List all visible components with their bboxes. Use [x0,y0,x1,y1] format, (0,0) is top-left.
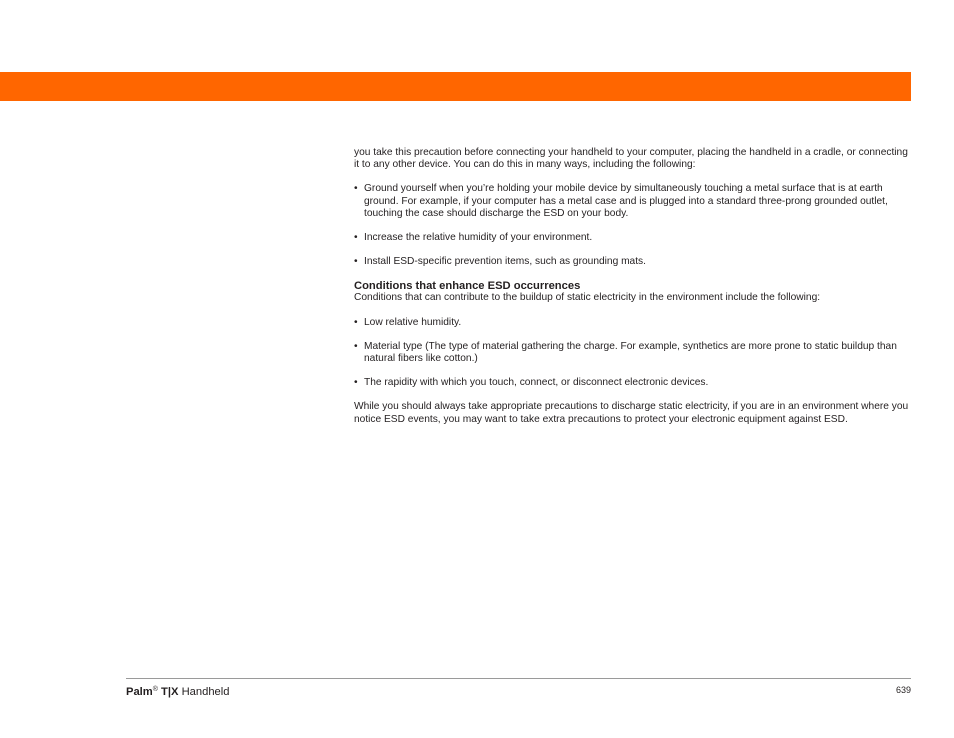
list-item-text: Install ESD-specific prevention items, such as grounding mats. [364,256,646,268]
conditions-list [354,317,911,390]
list-item [354,341,911,365]
header-accent-bar [0,72,911,101]
bullet-icon: • [354,340,358,352]
product-name: Handheld [181,686,230,698]
footer-product-name [126,683,229,699]
model-name: T|X [161,686,179,698]
footer-divider [126,678,911,679]
list-item [354,232,911,244]
brand-name: Palm [126,686,153,698]
list-item-text: The rapidity with which you touch, connect, or disconnect electronic devices. [364,377,709,389]
bullet-icon: • [354,377,358,389]
list-item [354,183,911,220]
page-content [354,147,911,426]
list-item [354,377,911,389]
list-item [354,256,911,268]
registered-mark: ® [152,686,158,693]
bullet-icon: • [354,316,358,328]
list-item-text: Low relative humidity. [364,316,462,328]
list-item-text: Increase the relative humidity of your environment. [364,232,593,244]
bullet-icon: • [354,232,358,244]
page-number: 639 [895,685,911,695]
prevention-list [354,183,911,268]
section-intro-paragraph: Conditions that can contribute to the buildup of static electricity in the environment include the following: [354,292,821,304]
section-heading: Conditions that enhance ESD occurrences [354,280,581,293]
bullet-icon: • [354,256,358,268]
intro-paragraph: you take this precaution before connecting your handheld to your computer, placing the handheld in a cradle, or connecting it to any other device. You can do this in many ways, including the following: [354,147,908,171]
closing-paragraph: While you should always take appropriate precautions to discharge static electricity, if you are in an environment where you notice ESD events, you may want to take extra precautions to protect your electronic equipment against ESD. [354,401,909,425]
list-item-text: Ground yourself when you’re holding your mobile device by simultaneously touching a metal surface that is at earth ground. For example, if your computer has a metal case and is plugged into a standard three-prong grounded outlet, touching the case should discharge the ESD on your body. [364,183,888,219]
bullet-icon: • [354,183,358,195]
list-item [354,317,911,329]
list-item-text: Material type (The type of material gathering the charge. For example, synthetics are more prone to static buildup than natural fibers like cotton.) [364,340,897,365]
